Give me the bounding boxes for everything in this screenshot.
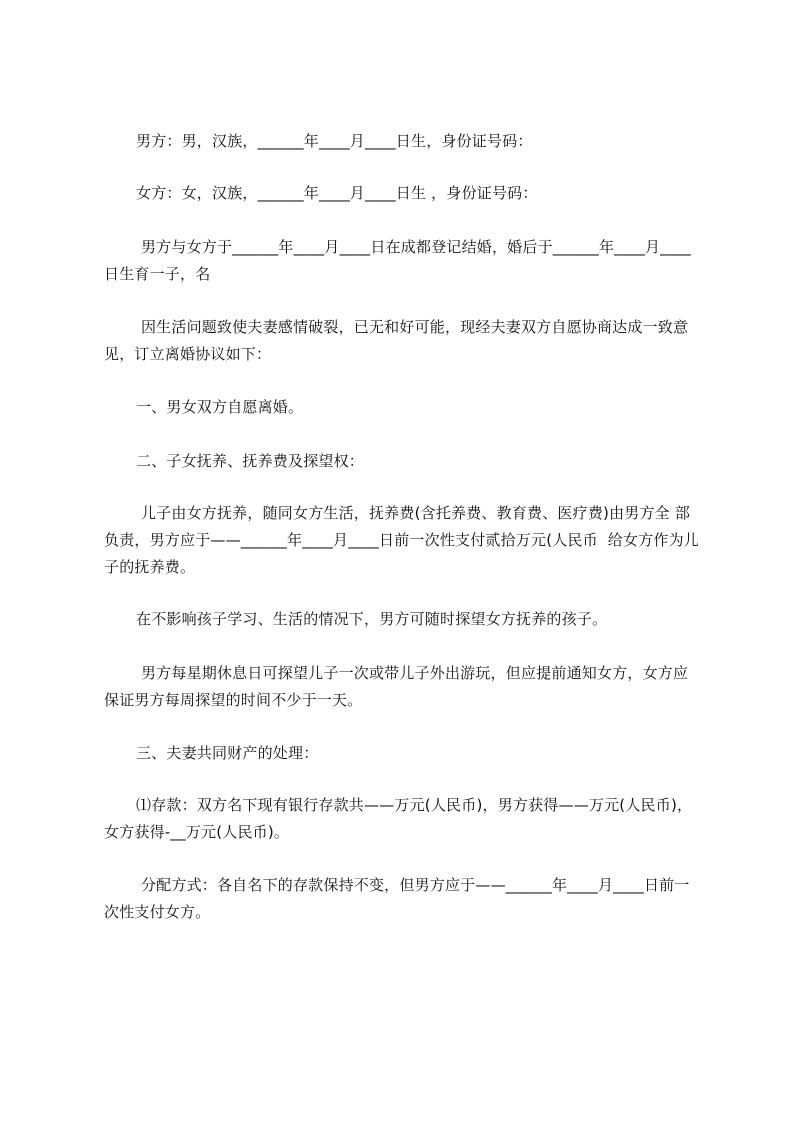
paragraph-visitation: 在不影响孩子学习、生活的情况下，男方可随时探望女方抚养的孩子。 [136, 610, 608, 628]
paragraph-male-party: 男方：男，汉族，______年____月____日生，身份证号码： [136, 132, 533, 150]
paragraph-marriage-info: 男方与女方于______年____月____日在成都登记结婚，婚后于______年____月____日生育一子，名 [104, 238, 691, 283]
paragraph-savings: ⑴存款：双方名下现有银行存款共——万元(人民币)，男方获得——万元(人民币)，女方获得-__万元(人民币)。 [104, 796, 693, 841]
paragraph-distribution: 分配方式：各自名下的存款保持不变，但男方应于——______年____月____日前一次性支付女方。 [104, 876, 690, 921]
heading-section-3: 三、夫妻共同财产的处理： [136, 744, 319, 762]
paragraph-agreement-intro: 因生活问题致使夫妻感情破裂，已无和好可能，现经夫妻双方自愿协商达成一致意见，订立离婚协议如下： [104, 318, 689, 363]
paragraph-weekly-visitation: 男方每星期休息日可探望儿子一次或带儿子外出游玩，但应提前通知女方，女方应保证男方每周探望的时间不少于一天。 [104, 664, 689, 709]
heading-section-1: 一、男女双方自愿离婚。 [136, 398, 304, 416]
paragraph-female-party: 女方：女，汉族，______年____月____日生 ，身份证号码： [136, 184, 538, 202]
paragraph-child-custody: 儿子由女方抚养，随同女方生活，抚养费(含托养费、教育费、医疗费)由男方全 部负责，男方应于——______年____月____日前一次性支付贰拾万元(人民币 给女方作为儿子的抚养费。 [104, 504, 699, 576]
heading-section-2: 二、子女抚养、抚养费及探望权： [136, 452, 365, 470]
